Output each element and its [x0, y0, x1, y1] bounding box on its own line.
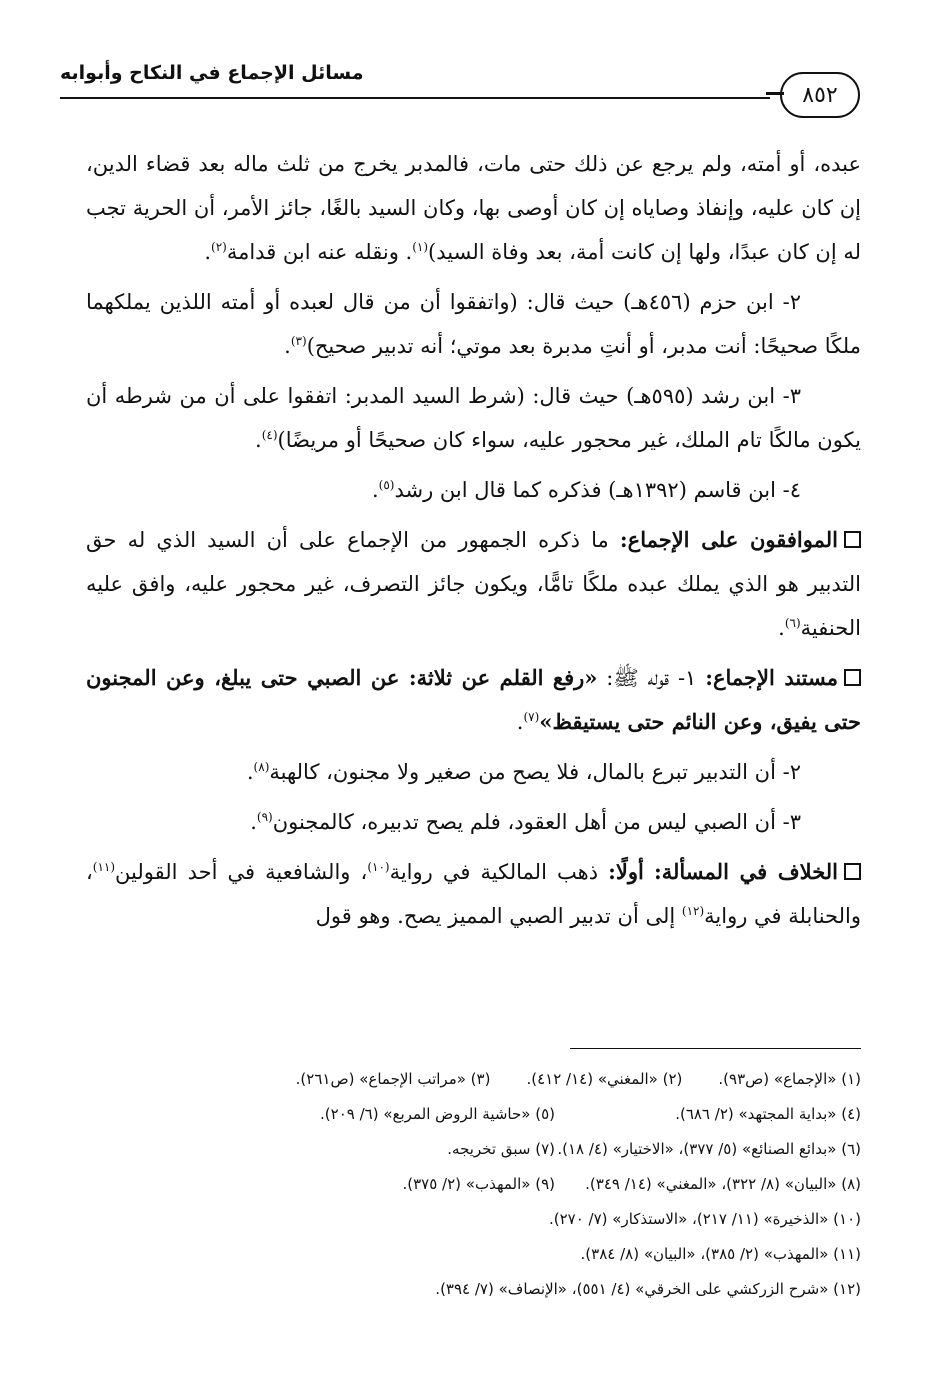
paragraph-1: عبده، أو أمته، ولم يرجع عن ذلك حتى مات، فالمدبر يخرج من ثلث ماله بعد قضاء الدين، إن كان عليه، وإنفاذ وصاياه إن كان أوصى بها، وكان السيد بالغًا، جائز الأمر، أن الحرية تجب له إن كان عبدًا، ولها إن كانت أمة، بعد وفاة السيد)$^{(١)}$. ونقله عنه ابن قدامة$^{(٢)}$.	[86, 152, 861, 264]
footnote-4: (٤) «بداية المجتهد» (٢/ ٦٨٦).	[675, 1105, 861, 1123]
footnote-6: (٦) «بدائع الصنائع» (٥/ ٣٧٧)، «الاختيار» (٤/ ١٨).	[557, 1140, 861, 1158]
footnote-ref[interactable]: (٢)	[211, 240, 227, 254]
agreement-section: الموافقون على الإجماع: ما ذكره الجمهور من الإجماع على أن السيد الذي له حق التدبير هو الذي يملك عبده ملكًا تامًّا، ويكون جائز التصرف، غير محجور عليه، وافق عليه الحنفية$^{(٦)}$.	[86, 527, 861, 640]
footnote-1: (١) «الإجماع» (ص٩٣).	[718, 1070, 861, 1088]
basis-section: مستند الإجماع: ١- قوله ﷺ: «رفع القلم عن ثلاثة: عن الصبي حتى يبلغ، وعن المجنون حتى يفيق، وعن النائم حتى يستيقظ»$^{(٧)}$.	[86, 665, 861, 734]
footnote-row	[86, 1097, 861, 1132]
footnote-ref[interactable]: (٥)	[378, 478, 395, 492]
basis-point-3: ٣- أن الصبي ليس من أهل العقود، فلم يصح تدبيره، كالمجنون$^{(٩)}$.	[250, 810, 801, 834]
footnote-ref[interactable]: (٣)	[290, 334, 307, 348]
section-heading: مستند الإجماع:	[705, 665, 838, 690]
hadith-text: «رفع القلم عن ثلاثة: عن الصبي حتى يبلغ، وعن المجنون حتى يفيق، وعن النائم حتى يستيقظ»	[86, 665, 861, 734]
page-header	[60, 58, 860, 118]
footnote-3: (٣) «مراتب الإجماع» (ص٢٦١).	[295, 1070, 491, 1088]
footnote-12: (١٢) «شرح الزركشي على الخرقي» (٤/ ٥٥١)، «الإنصاف» (٧/ ٣٩٤).	[435, 1280, 861, 1298]
footnote-row	[86, 1167, 861, 1202]
square-bullet-icon	[844, 863, 861, 880]
footnote-row	[86, 1062, 861, 1097]
footnote-5: (٥) «حاشية الروض المربع» (٦/ ٢٠٩).	[320, 1105, 555, 1123]
paragraph-3: ٣- ابن رشد (٥٩٥هـ) حيث قال: (شرط السيد المدبر: اتفقوا على أن من شرطه أن يكون مالكًا تام الملك، غير محجور عليه، سواء كان صحيحًا أو مريضًا)$^{(٤)}$.	[86, 384, 861, 452]
footnote-ref[interactable]: (٧)	[523, 710, 540, 724]
footnote-ref[interactable]: (١٠)	[367, 860, 390, 874]
footnote-9: (٩) «المهذب» (٢/ ٣٧٥).	[402, 1175, 555, 1193]
footnote-10: (١٠) «الذخيرة» (١١/ ٢١٧)، «الاستذكار» (٧/ ٢٧٠).	[548, 1210, 861, 1228]
dispute-section: الخلاف في المسألة: أولًا: ذهب المالكية في رواية$^{(١٠)}$، والشافعية في أحد القولين$^{(١١)}$، والحنابلة في رواية$^{(١٢)}$ إلى أن تدبير الصبي المميز يصح. وهو قول	[86, 859, 861, 928]
header-rule	[60, 97, 770, 99]
square-bullet-icon	[844, 531, 861, 548]
footnote-ref[interactable]: (٨)	[253, 760, 270, 774]
footnote-ref[interactable]: (١٢)	[681, 904, 705, 918]
footnote-ref[interactable]: (٩)	[256, 810, 273, 824]
footnote-row	[86, 1237, 861, 1272]
footnote-7: (٧) سبق تخريجه.	[447, 1140, 555, 1158]
main-text	[86, 142, 861, 944]
footnote-row	[86, 1202, 861, 1237]
footnote-row	[86, 1132, 861, 1167]
page-number: ٨٥٢	[780, 72, 860, 118]
footnote-11: (١١) «المهذب» (٢/ ٣٨٥)، «البيان» (٨/ ٣٨٤).	[580, 1245, 861, 1263]
square-bullet-icon	[844, 669, 861, 686]
footnote-separator	[570, 1048, 861, 1049]
footnote-ref[interactable]: (١)	[412, 240, 429, 254]
footnote-2: (٢) «المغني» (١٤/ ٤١٢).	[526, 1070, 683, 1088]
basis-point-2: ٢- أن التدبير تبرع بالمال، فلا يصح من صغير ولا مجنون، كالهبة$^{(٨)}$.	[246, 760, 801, 784]
paragraph-4: ٤- ابن قاسم (١٣٩٢هـ) فذكره كما قال ابن رشد$^{(٥)}$.	[371, 478, 801, 502]
footnote-8: (٨) «البيان» (٨/ ٣٢٢)، «المغني» (١٤/ ٣٤٩).	[585, 1175, 861, 1193]
running-title: مسائل الإجماع في النكاح وأبوابه	[60, 62, 364, 84]
paragraph-2: ٢- ابن حزم (٤٥٦هـ) حيث قال: (واتفقوا أن من قال لعبده أو أمته اللذين يملكهما ملكًا صحيحًا: أنت مدبر، أو أنتِ مدبرة بعد موتي؛ أنه تدبير صحيح)$^{(٣)}$.	[86, 290, 861, 358]
footnote-ref[interactable]: (٦)	[784, 616, 801, 630]
footnote-ref[interactable]: (١١)	[92, 860, 116, 874]
section-heading: الخلاف في المسألة:	[653, 859, 838, 884]
footnotes	[86, 1062, 861, 1307]
section-heading: الموافقون على الإجماع:	[619, 527, 838, 552]
footnote-row	[86, 1272, 861, 1307]
footnote-ref[interactable]: (٤)	[261, 428, 278, 442]
